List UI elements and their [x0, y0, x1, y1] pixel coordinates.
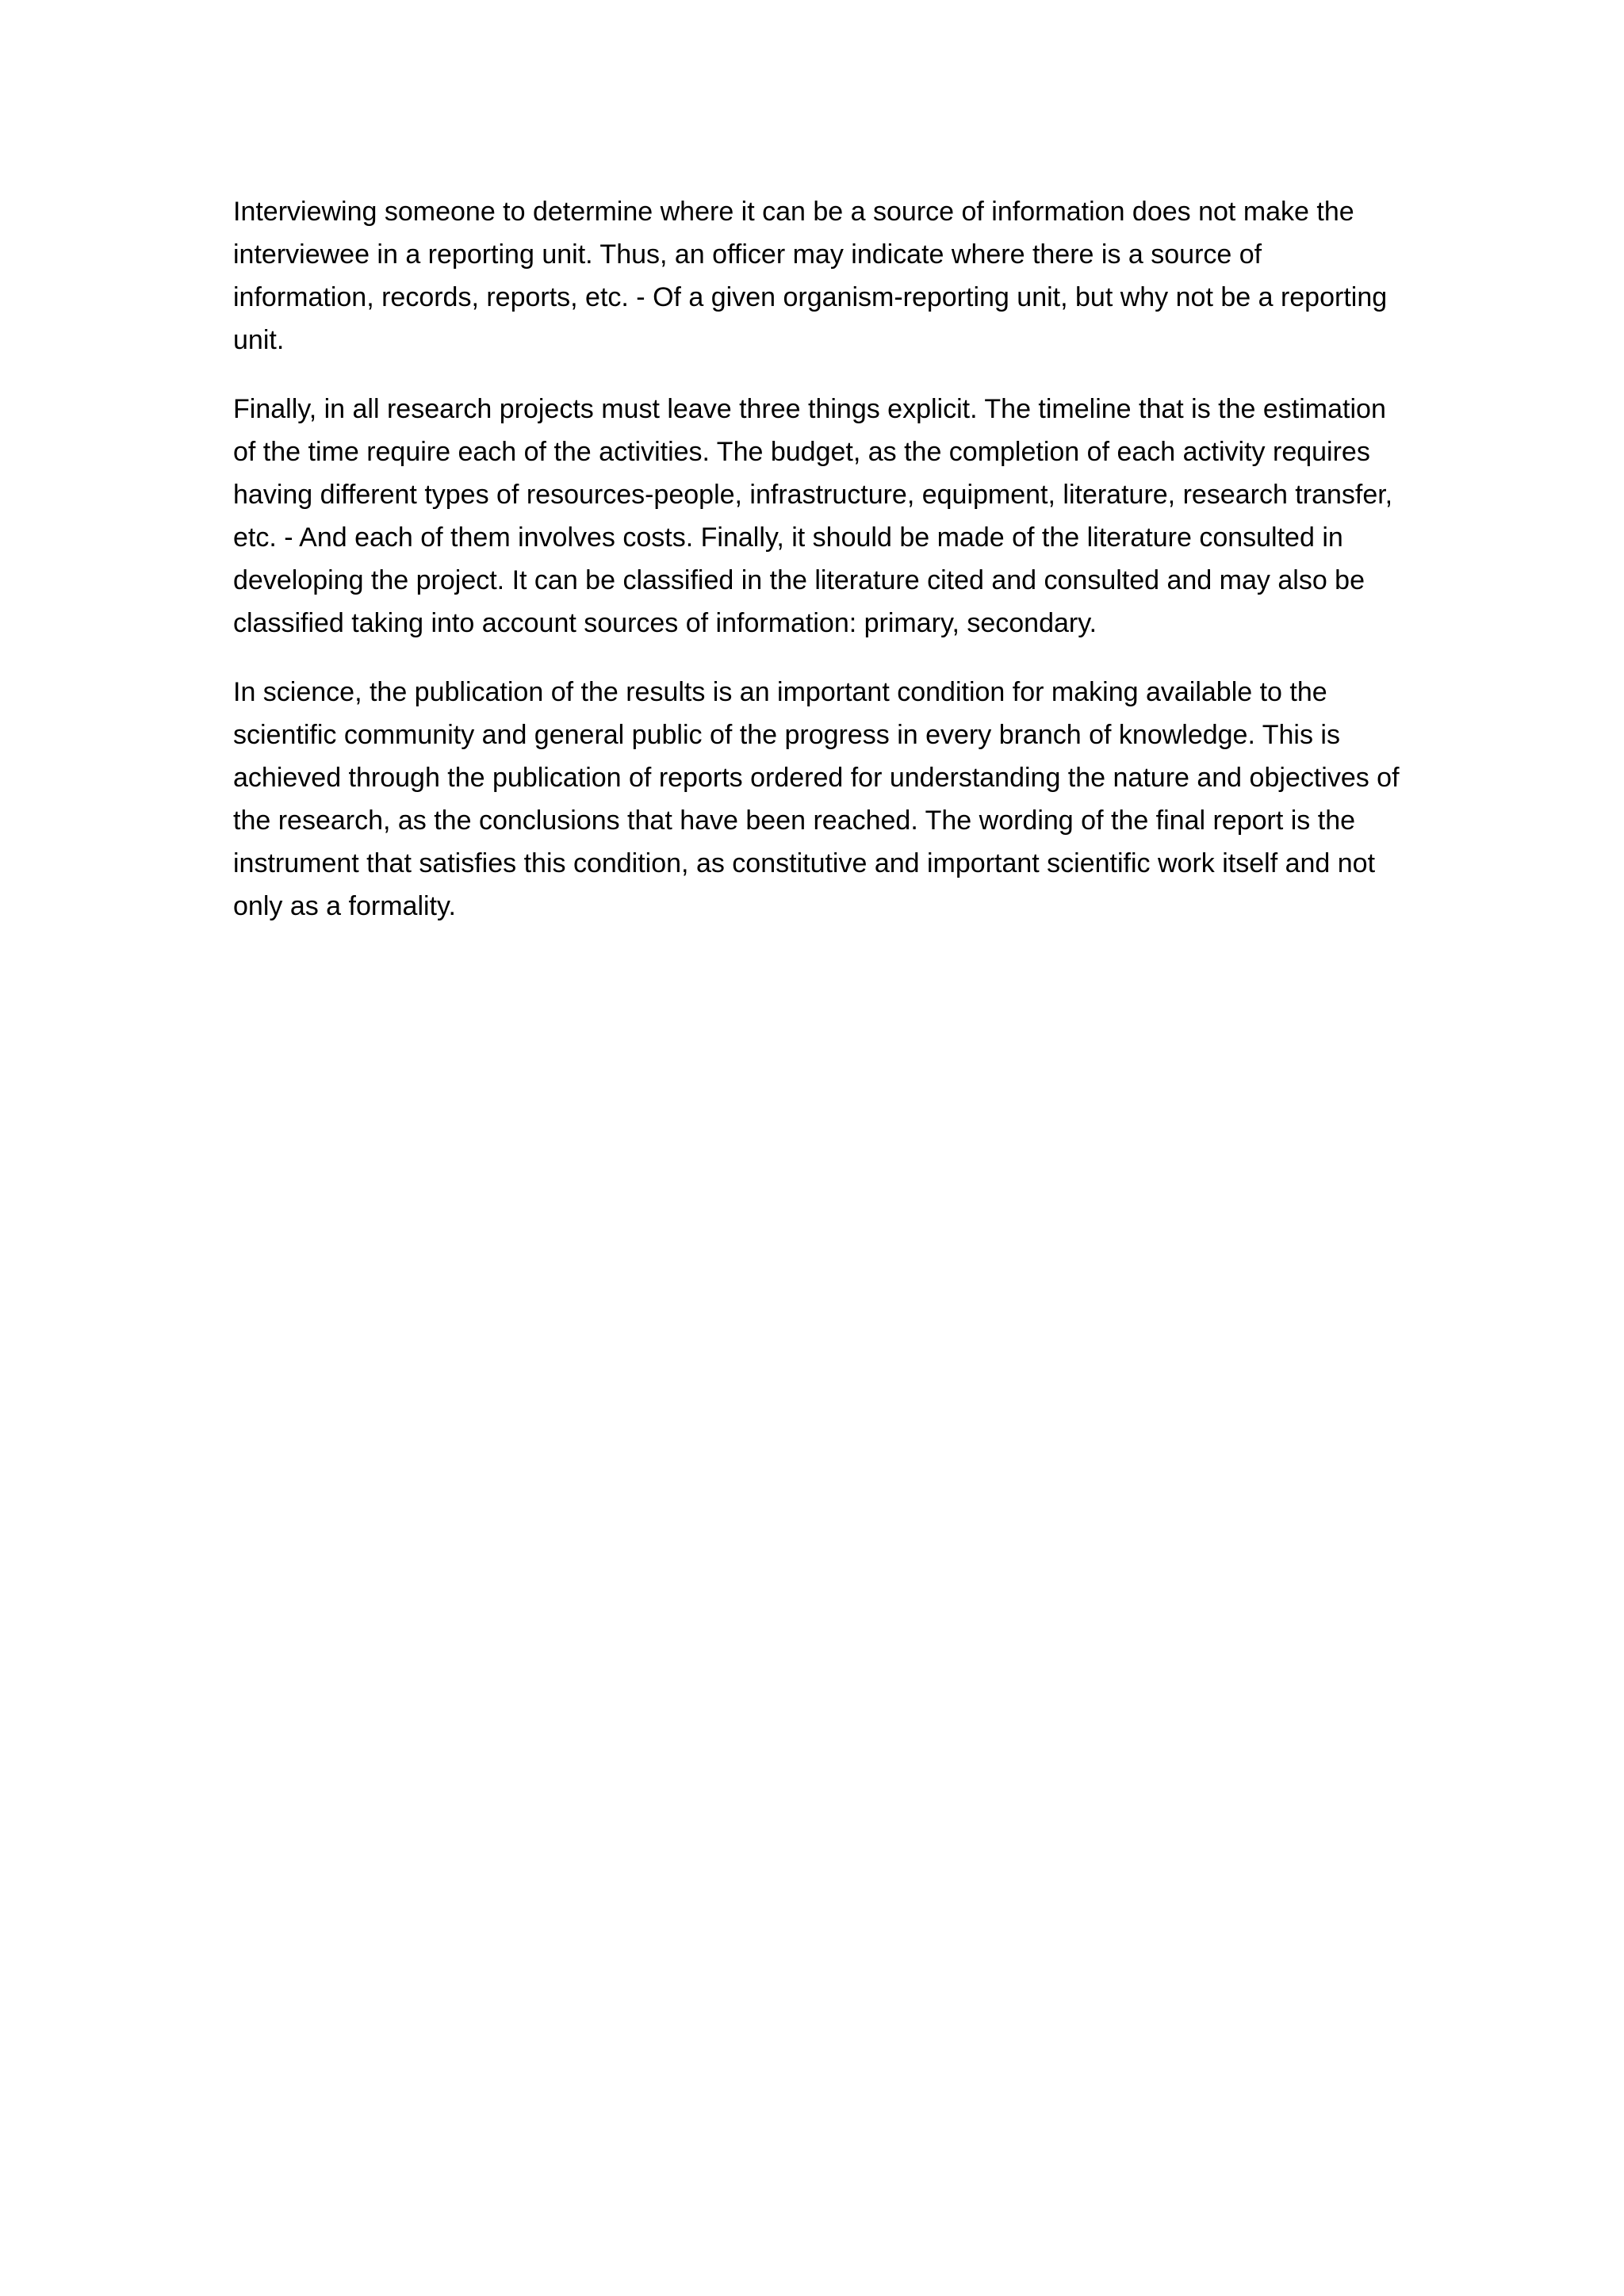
- paragraph-publication: In science, the publication of the results is an important condition for making available to the scientific community and general public of the progress in every branch of knowledge. This is achieved through the publication of reports ordered for understanding the nature and objectives of the research, as the conclusions that have been reached. The wording of the final report is the instrument that satisfies this condition, as constitutive and important scientific work itself and not only as a formality.: [233, 677, 1400, 921]
- document-body: [233, 190, 1407, 954]
- paragraph-research-projects: Finally, in all research projects must leave three things explicit. The timeline that is the estimation of the time require each of the activities. The budget, as the completion of each activity requires having different types of resources-people, infrastructure, equipment, literature, research transfer, etc. - And each of them involves costs. Finally, it should be made of the literature consulted in developing the project. It can be classified in the literature cited and consulted and may also be classified taking into account sources of information: primary, secondary.: [233, 394, 1393, 638]
- paragraph-interviewing: Interviewing someone to determine where it can be a source of information does not make the interviewee in a reporting unit. Thus, an officer may indicate where there is a source of information, records, reports, etc. - Of a given organism-reporting unit, but why not be a reporting unit.: [233, 197, 1388, 355]
